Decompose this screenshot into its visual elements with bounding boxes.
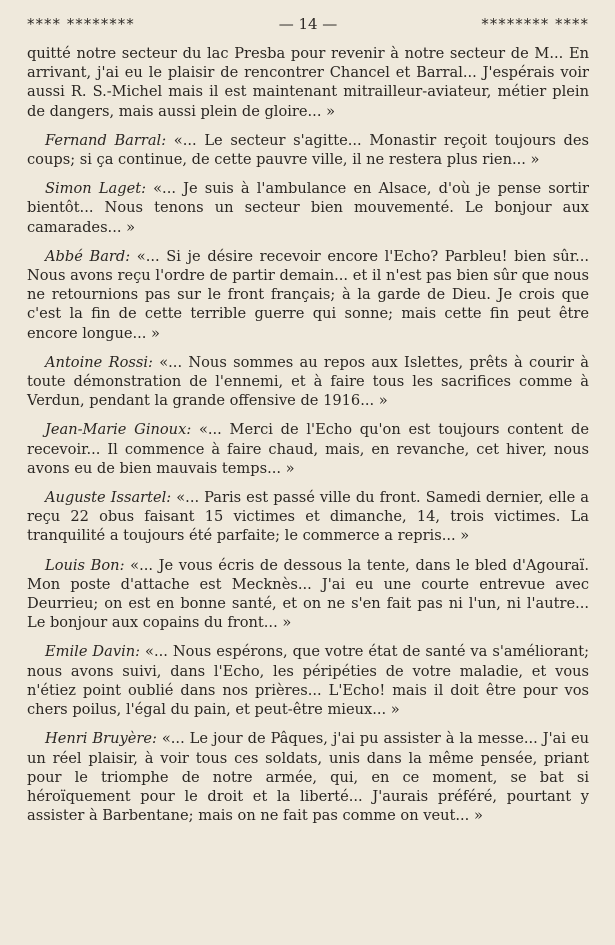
letter-text: «... Nous sommes au repos aux Islettes, prêts à courir à toute démonstration de l'ennemi, et à faire tous les sacrifices comme à Verdun, pendant la grande offensive de 1916... »: [27, 353, 589, 410]
author-name: Antoine Rossi:: [45, 353, 153, 371]
letter-entry: [27, 729, 589, 825]
page-body: [27, 44, 589, 825]
letter-entry: [27, 131, 589, 169]
letter-text: «... Le jour de Pâques, j'ai pu assister à la messe... J'ai eu un réel plaisir, à voir tous ces soldats, unis dans la même pensée, priant pour le triomphe de notre armée, qui, en ce moment, se bat si héroïquement pour le droit et la liberté... J'aurais préféré, pourtant y assister à Barbentane; mais on ne fait pas comme on veut... »: [27, 730, 589, 825]
author-name: Emile Davin:: [45, 643, 141, 661]
letter-text: «... Paris est passé ville du front. Samedi dernier, elle a reçu 22 obus faisant 15 victimes et dimanche, 14, trois victimes. La tranquilité a toujours été parfaite; le commerce a repris... »: [27, 489, 589, 545]
author-name: Henri Bruyère:: [45, 730, 157, 748]
letter-entry: [27, 179, 589, 237]
author-name: Jean-Marie Ginoux:: [45, 421, 192, 439]
letter-entry: [27, 247, 589, 343]
letter-text: «... Nous espérons, que votre état de santé va s'améliorant; nous avons suivi, dans l'Echo, les péripéties de votre maladie, et vous n'étiez point oublié dans nos prières... L'Echo! mais il doit être pour vos chers poilus, l'égal du pain, et peut-être mieux... »: [27, 643, 589, 719]
letter-text: «... Si je désire recevoir encore l'Echo? Parbleu! bien sûr... Nous avons reçu l'ordre de partir demain... et il n'est pas bien sûr que nous ne retournions pas sur le front français; à la garde de Dieu. Je crois que c'est la fin de cette terrible guerre qui sonne; mais cette fin peut être encore longue... »: [27, 247, 589, 342]
letter-entry: [27, 353, 589, 411]
letter-entry: [27, 556, 589, 633]
page-header: [27, 10, 589, 38]
author-name: Louis Bon:: [45, 556, 125, 574]
letter-text: «... Je suis à l'ambulance en Alsace, d'où je pense sortir bientôt... Nous tenons un secteur bien mouvementé. Le bonjour aux camarades... »: [27, 180, 589, 236]
letter-text: «... Merci de l'Echo qu'on est toujours content de recevoir... Il commence à faire chaud, mais, en revanche, cet hiver, nous avons eu de bien mauvais temps... »: [27, 421, 589, 477]
author-name: Abbé Bard:: [45, 247, 131, 265]
letter-text: «... Je vous écris de dessous la tente, dans le bled d'Agouraï. Mon poste d'attache est Mecknès... J'ai eu une courte entrevue avec Deurrieu; on est en bonne santé, et on ne s'en fait pas ni l'un, ni l'autre... Le bonjour aux copains du front... »: [27, 556, 589, 632]
author-name: Auguste Issartel:: [45, 489, 172, 507]
right-ornament: ******** ****: [481, 15, 589, 33]
letter-entry: [27, 420, 589, 478]
intro-paragraph: quitté notre secteur du lac Presba pour revenir à notre secteur de M... En arrivant, j'ai eu le plaisir de rencontrer Chancel et Barral... J'espérais voir aussi R. S.-Michel mais il est maintenant mitrailleur-aviateur, métier plein de dangers, mais aussi plein de gloire... »: [27, 45, 589, 120]
author-name: Fernand Barral:: [45, 131, 167, 149]
author-name: Simon Laget:: [45, 180, 146, 198]
page-number: — 14 —: [278, 15, 338, 33]
letter-entry: [27, 642, 589, 719]
left-ornament: **** ********: [27, 15, 135, 33]
letter-text: «... Le secteur s'agitte... Monastir reçoit toujours des coups; si ça continue, de cette pauvre ville, il ne restera plus rien... »: [27, 131, 589, 169]
letter-entry: [27, 488, 589, 546]
